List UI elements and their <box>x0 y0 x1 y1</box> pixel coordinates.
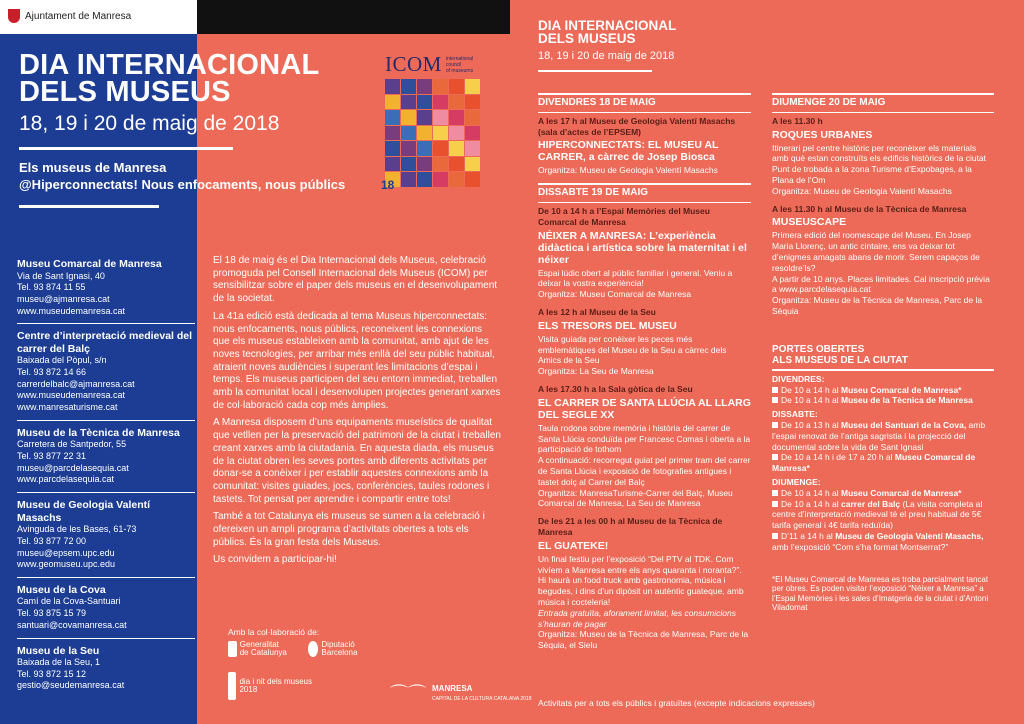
museum-name: Museu de la Tècnica de Manresa <box>17 426 180 439</box>
top-bar-dark <box>197 0 510 34</box>
intro-p5: Us convidem a participar-hi! <box>213 554 337 566</box>
museum-detail: Carretera de Santpedor, 55 <box>17 439 127 450</box>
mosaic-tile <box>449 95 464 110</box>
mosaic-tile <box>465 110 480 125</box>
event-location: A les 11.30 h al Museu de la Tècnica de Manresa <box>772 203 967 214</box>
divider <box>19 205 159 208</box>
event-body: A continuació: recorregut guiat pel primer tram del carrer de Santa Llúcia i exposició de fotografies antigues i tastet dolç al Carrer del Balç <box>538 455 751 487</box>
open-doors-line2: ALS MUSEUS DE LA CIUTAT <box>772 354 908 366</box>
mosaic-tile <box>417 157 432 172</box>
event <box>772 204 994 317</box>
open-day: DISSABTE: <box>772 409 818 420</box>
day-header: DIVENDRES 18 DE MAIG <box>538 93 751 113</box>
intro-p4: També a tot Catalunya els museus se sumen a la celebració i ofereixen un ampli programa d’activitats obertes a tots els públics. És la gran festa dels Museus. <box>213 511 485 548</box>
event-org: Organitza: Museu Comarcal de Manresa <box>538 289 692 300</box>
event-title: ROQUES URBANES <box>772 128 873 141</box>
museum-entry <box>17 258 195 317</box>
day-header: DIUMENGE 20 DE MAIG <box>772 93 994 113</box>
museum-name: Museu de la Seu <box>17 644 100 657</box>
open-item: De 10 a 13 h al Museu del Santuari de la Cova, amb l’espai renovat de l’antiga sagristia i la projecció del documental sobre la vida de Sant Ignasi <box>772 419 986 452</box>
mosaic-tile <box>449 141 464 156</box>
mosaic-tile <box>449 79 464 94</box>
divider <box>17 420 195 421</box>
open-item: De 10 a 14 h al Museu Comarcal de Manresa* <box>772 488 994 499</box>
manresa-icon: ⌒⌒ <box>390 684 426 704</box>
event-title: MUSEUSCAPE <box>772 216 847 229</box>
museum-detail[interactable]: www.parcdelasequia.cat <box>17 474 115 485</box>
museum-entry <box>17 323 195 414</box>
mosaic-tile <box>385 95 400 110</box>
event-body: Espai lúdic obert al públic familiar i general. Veniu a deixar la vostra experiència! <box>538 267 733 289</box>
icom-name: ICOM <box>385 52 442 76</box>
mosaic-tile <box>417 172 432 187</box>
mosaic-tile <box>417 79 432 94</box>
main-title <box>19 49 320 108</box>
museum-entry <box>17 492 195 571</box>
divider <box>17 577 195 578</box>
diputacio-icon <box>308 641 318 657</box>
open-item: D’11 a 14 h al Museu de Geologia Valentí Masachs, amb l’exposició “Com s’ha format Montserrat?” <box>772 530 984 552</box>
icom-logo <box>381 52 493 192</box>
museum-detail[interactable]: santuari@covamanresa.cat <box>17 619 127 630</box>
mosaic-tile <box>401 172 416 187</box>
divider <box>17 323 195 324</box>
mosaic-tile <box>465 126 480 141</box>
mosaic-tile <box>465 157 480 172</box>
event <box>538 516 751 651</box>
logo-text: Generalitat de Catalunya <box>239 640 287 657</box>
event-location: A les 11.30 h <box>772 115 823 126</box>
mosaic-tile <box>417 141 432 156</box>
event-org: Organitza: La Seu de Manresa <box>538 366 654 377</box>
divider <box>538 70 652 72</box>
generalitat-logo <box>228 641 288 657</box>
manresa-logo <box>390 680 531 706</box>
museum-detail[interactable]: museu@epsem.upc.edu <box>17 547 115 558</box>
event-location: A les 17 h al Museu de Geologia Valentí Masachs (sala d’actes de l’EPSEM) <box>538 115 736 137</box>
museum-name: Museu de Geologia Valentí Masachs <box>17 499 151 524</box>
open-day: DIVENDRES: <box>772 373 825 384</box>
event-org: Organitza: Museu de la Tècnica de Manresa, Parc de la Sèquia, el Sielu <box>538 629 749 651</box>
museum-detail[interactable]: gestio@seudemanresa.cat <box>17 680 125 691</box>
event-title: EL CARRER DE SANTA LLÚCIA AL LLARG DEL SEGLE XX <box>538 396 751 421</box>
event-org: Organitza: Museu de la Tècnica de Manresa, Parc de la Sèquia <box>772 295 983 316</box>
org-name: Ajuntament de Manresa <box>25 10 132 22</box>
intro-p2: La 41a edició està dedicada al tema Museus hiperconnectats: nous enfocaments, nous públics, reconeixent les connexions que els museus estableixen amb la comunitat, amb ajut de les noves tecnologies, per arribar més enllà del seu públic habitual, atraient noves audiències i superant les limitacions d’espai i temps. Els museus participen del seu entorn immediat, treballen amb la comunitat local i desenvolupen projectes generant xarxes de col·laboració cada cop més àmplies. <box>213 310 501 411</box>
mosaic-tile <box>449 172 464 187</box>
mosaic-tile <box>449 126 464 141</box>
subtitle-line1: Els museus de Manresa <box>19 160 167 175</box>
event-location: De 10 a 14 h a l’Espai Memòries del Museu Comarcal de Manresa <box>538 205 710 227</box>
top-bar <box>0 0 510 34</box>
shield-icon <box>8 9 20 23</box>
event <box>538 116 751 176</box>
event <box>538 307 751 377</box>
open-item: De 10 a 14 h al Museu de la Tècnica de Manresa <box>772 395 994 406</box>
museum-detail[interactable]: www.museudemanresa.cat <box>17 305 126 316</box>
museum-detail: Camí de la Cova-Santuari <box>17 596 121 607</box>
event-title: NÉIXER A MANRESA: L’experiència didàctica i artística sobre la maternitat i el néixer <box>538 229 747 266</box>
mosaic-tile <box>433 141 448 156</box>
generalitat-icon <box>228 641 237 657</box>
intro-text <box>213 255 501 572</box>
right-title-line1: DIA INTERNACIONAL <box>538 18 677 33</box>
program-col1 <box>538 93 751 658</box>
icom-tag: international <box>445 55 474 62</box>
event-title: EL GUATEKE! <box>538 539 609 552</box>
mosaic-tile <box>385 157 400 172</box>
event-location: A les 12 h al Museu de la Seu <box>538 306 656 317</box>
museum-detail[interactable]: www.geomuseu.upc.edu <box>17 559 116 570</box>
mosaic-tile <box>433 157 448 172</box>
event-body: Primera edició del roomescape del Museu. En Josep Maria Llorenç, un antic cintaire, ens va deixar tot d’enigmes amagats abans de morir. Serem capaços de resoldre’ls? <box>772 230 980 273</box>
museum-detail: Tel. 93 877 22 31 <box>17 451 87 462</box>
mosaic-tile <box>401 126 416 141</box>
event-title: HIPERCONNECTATS: EL MUSEU AL CARRER, a càrrec de Josep Biosca <box>538 139 719 164</box>
collab-logos <box>228 641 368 657</box>
museum-detail[interactable]: carrerdelbalc@ajmanresa.cat <box>17 378 135 389</box>
museum-detail[interactable]: museu@ajmanresa.cat <box>17 293 110 304</box>
divider <box>17 492 195 493</box>
museum-entry <box>17 420 195 486</box>
event-location: De les 21 a les 00 h al Museu de la Tècnica de Manresa <box>538 516 723 537</box>
museum-detail: Tel. 93 877 72 00 <box>17 535 87 546</box>
museum-detail: Baixada de la Seu, 1 <box>17 657 101 668</box>
event <box>538 384 751 509</box>
mosaic-tile <box>385 141 400 156</box>
footnote: *El Museu Comarcal de Manresa es troba parcialment tancat per obres. Es poden visitar l’exposició “Néixer a Manresa” a l’Espai Memòries i les sales d’Imatgeria de la ciutat i d’Antoni Viladomat <box>772 574 989 612</box>
museum-detail: Via de Sant Ignasi, 40 <box>17 270 105 281</box>
open-item: De 10 a 14 h al carrer del Balç (La visita completa al centre d’interpretació medieval té el preu habitual de 5€ tarifa general i 4€ tarifa reduïda) <box>772 498 983 531</box>
divider <box>19 147 233 150</box>
museum-name: Museu de la Cova <box>17 583 106 596</box>
mosaic-tile <box>401 79 416 94</box>
intro-p1: El 18 de maig és el Dia Internacional dels Museus, celebració promoguda pel Consell Internacional dels Museus (ICOM) per sensibilitzar sobre el paper dels museus en el desenvolupament de la societat. <box>213 255 498 305</box>
logo-text: dia i nit dels museus 2018 <box>239 677 312 694</box>
museum-list <box>17 258 195 692</box>
open-item: De 10 a 14 h al Museu Comarcal de Manresa* <box>772 385 994 396</box>
mosaic-tile <box>465 172 480 187</box>
event-body: Visita guiada per conèixer les peces més emblemàtiques del Museu de la Seu a càrrec dels Amics de la Seu <box>538 333 727 366</box>
program-col2 <box>772 93 994 613</box>
mosaic-tile <box>401 110 416 125</box>
mosaic-tile <box>433 172 448 187</box>
mosaic-tile <box>465 79 480 94</box>
mosaic-tile <box>385 79 400 94</box>
icom-tag: council <box>445 61 462 68</box>
open-day: DIUMENGE: <box>772 476 821 487</box>
museum-detail: Tel. 93 874 11 55 <box>17 282 86 293</box>
museum-name: Centre d’interpretació medieval del carrer del Balç <box>17 330 193 355</box>
icom-tag: of museums <box>445 67 474 74</box>
title-line2: DELS MUSEUS <box>19 76 231 108</box>
museum-entry <box>17 638 195 693</box>
museum-detail: Baixada del Pòpul, s/n <box>17 355 107 366</box>
intro-p3: A Manresa disposem d’uns equipaments museístics de qualitat que vetllen per la preservació del patrimoni de la ciutat i treballen creant xarxes amb la ciutadania. En aquesta diada, els museus de la ciutat obren les seves portes amb diferents activitats per donar-se a conèixer i per establir aquestes connexions amb la comunitat: visites guiades, jocs, conferències, taules rodones i tastets. Tot pensat per aprendre i compartir entre tots! <box>213 417 501 505</box>
mosaic-tile <box>465 95 480 110</box>
event-org: Organitza: ManresaTurisme-Carrer del Balç, Museu Comarcal de Manresa, La Seu de Manresa <box>538 487 733 509</box>
museum-detail[interactable]: museu@parcdelasequia.cat <box>17 462 129 473</box>
collab-label: Amb la col·laboració de: <box>228 627 320 637</box>
museum-detail[interactable]: www.museudemanresa.cat <box>17 390 126 401</box>
event-body: Itinerari pel centre històric per reconèixer els materials amb què estan construïts els edificis històrics de la ciutat <box>772 142 987 164</box>
mosaic-tile <box>449 110 464 125</box>
dia-nit-icon <box>228 672 236 700</box>
mosaic-tile <box>401 95 416 110</box>
museum-detail: Tel. 93 872 14 66 <box>17 367 87 378</box>
mosaic-tile <box>401 141 416 156</box>
city-logo <box>8 9 131 23</box>
right-title-line2: DELS MUSEUS <box>538 31 636 46</box>
logo-text: CAPITAL DE LA CULTURA CATALANA 2018 <box>432 696 532 702</box>
right-title <box>538 19 676 45</box>
museum-name: Museu Comarcal de Manresa <box>17 258 162 270</box>
subtitle-line2: @Hiperconnectats! Nous enfocaments, nous públics <box>19 177 346 192</box>
mosaic-tile <box>385 110 400 125</box>
title-line1: DIA INTERNACIONAL <box>19 49 320 81</box>
open-doors-title <box>772 344 994 366</box>
museum-detail: Tel. 93 872 15 12 <box>17 668 87 679</box>
mosaic-tile <box>433 95 448 110</box>
museum-detail: Avinguda de les Bases, 61-73 <box>17 524 137 535</box>
subtitle <box>19 159 345 193</box>
divider <box>17 638 195 639</box>
diputacio-logo <box>308 641 368 657</box>
logo-text: MANRESA <box>432 684 473 693</box>
day-header: DISSABTE 19 DE MAIG <box>538 183 751 203</box>
mosaic-tile <box>433 79 448 94</box>
dia-nit-logo <box>228 672 318 700</box>
mosaic-tile <box>417 95 432 110</box>
museum-detail[interactable]: www.manresaturisme.cat <box>17 402 118 413</box>
event <box>772 116 994 197</box>
open-doors-line1: PORTES OBERTES <box>772 343 865 355</box>
right-date: 18, 19 i 20 de maig de 2018 <box>538 50 675 62</box>
open-item: De 10 a 14 h i de 17 a 20 h al Museu Comarcal de Manresa* <box>772 452 976 474</box>
mosaic-tile <box>449 157 464 172</box>
icom-number: 18 <box>381 178 395 192</box>
mosaic-tile <box>401 157 416 172</box>
event-title: ELS TRESORS DEL MUSEU <box>538 319 677 332</box>
mosaic-tile <box>465 141 480 156</box>
event-body: Un final festiu per l’exposició “Del PTV al TDK. Com vivíem a Manresa entre els anys quaranta i noranta?”. Hi haurà un food truck amb gastronomia, música i begudes, i dins d’un dipòsit un autèntic guateque, amb música i cocteleria! <box>538 553 744 607</box>
event-body: A partir de 10 anys. Places limitades. Cal inscripció prèvia a www.parcdelasequia.cat <box>772 273 990 295</box>
event-note: Entrada gratuïta, aforament limitat, les consumicions s’hauran de pagar <box>538 607 736 629</box>
mosaic-tile <box>433 126 448 141</box>
mosaic-tile <box>385 126 400 141</box>
mosaic-tile <box>433 110 448 125</box>
event-body: Punt de trobada a la zona Turisme d’Expobages, a la Plana de l’Om <box>772 164 972 185</box>
event-org: Organitza: Museu de Geologia Valentí Masachs <box>772 185 952 196</box>
footer-note: Activitats per a tots els públics i gratuïtes (excepte indicacions expresses) <box>538 698 815 708</box>
logo-text: Diputació Barcelona <box>321 640 358 657</box>
event <box>538 206 751 300</box>
event-body: Taula rodona sobre memòria i història del carrer de Santa Llúcia conduïda per Francesc Comas i oberta a la participació de tothom <box>538 422 751 455</box>
mosaic-tile <box>417 110 432 125</box>
main-date: 18, 19 i 20 de maig de 2018 <box>19 112 280 135</box>
event-org: Organitza: Museu de Geologia Valentí Masachs <box>538 165 718 176</box>
museum-entry <box>17 577 195 632</box>
mosaic-tile <box>417 126 432 141</box>
museum-detail: Tel. 93 875 15 79 <box>17 608 87 619</box>
mosaic-graphic <box>385 79 480 187</box>
event-location: A les 17.30 h a la Sala gòtica de la Seu <box>538 383 693 394</box>
